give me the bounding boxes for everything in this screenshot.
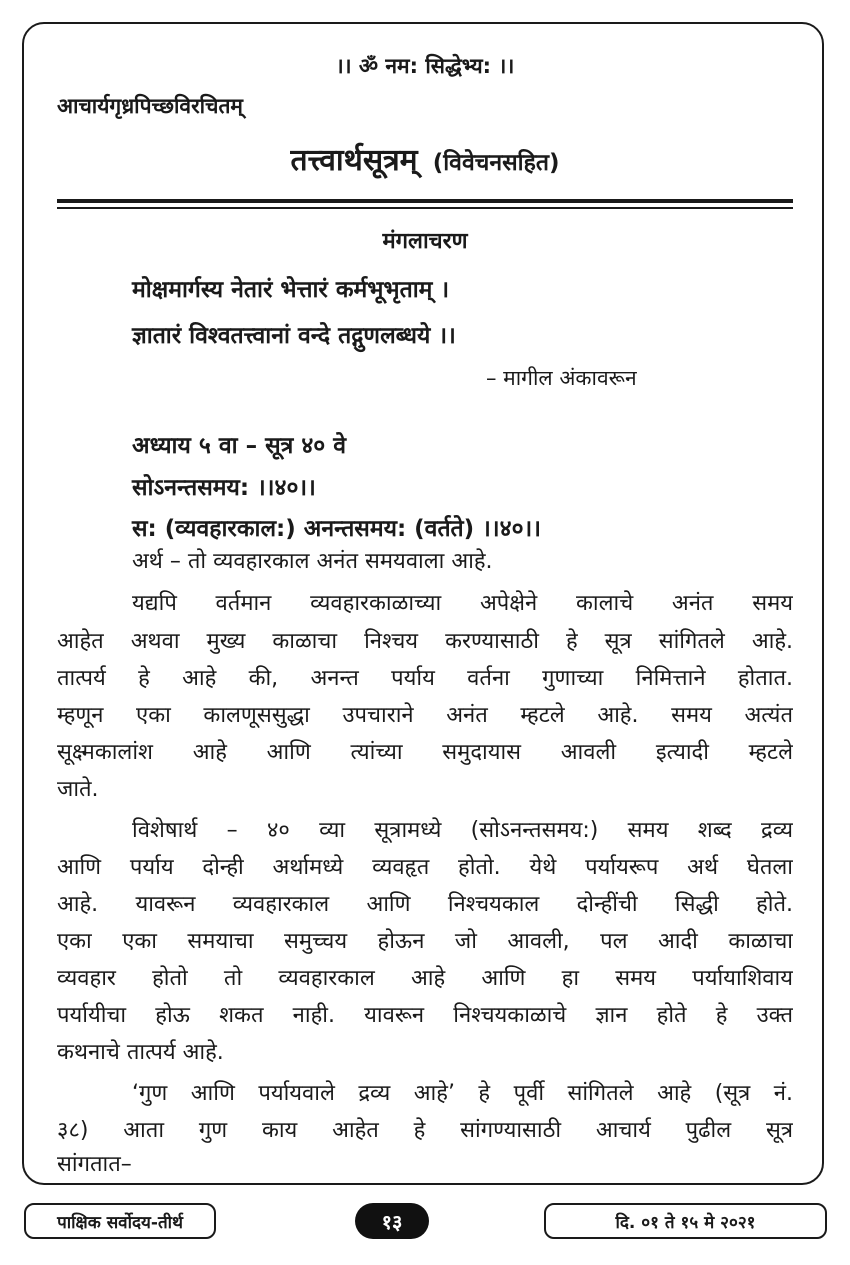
body-line: व्यवहार होतो तो व्यवहारकाल आहे आणि हा समय पर्यायाशिवाय	[57, 966, 793, 991]
body-line: अर्थ – तो व्यवहारकाल अनंत समयवाला आहे.	[132, 549, 493, 574]
body-line: यद्यपि वर्तमान व्यवहारकाळाच्या अपेक्षेने कालाचे अनंत समय	[132, 591, 793, 616]
body-line: पर्यायीचा होऊ शकत नाही. यावरून निश्चयकाळाचे ज्ञान होते हे उक्त	[57, 1003, 793, 1028]
body-line: आणि पर्याय दोन्ही अर्थामध्ये व्यवहृत होतो. येथे पर्यायरूप अर्थ घेतला	[57, 855, 793, 880]
page-title: तत्त्वार्थसूत्रम्	[290, 143, 418, 178]
page-number: १३	[355, 1203, 429, 1239]
sutra-text: सोऽनन्तसमय: ।।४०।।	[132, 475, 316, 501]
body-line: कथनाचे तात्पर्य आहे.	[57, 1040, 224, 1065]
body-line: सूक्ष्मकालांश आहे आणि त्यांच्या समुदायास आवली इत्यादी म्हटले	[57, 740, 793, 765]
title-row	[0, 138, 850, 179]
invocation: ।। ॐ नम: सिद्धेभ्य: ।।	[335, 54, 515, 78]
divider-thin	[57, 207, 793, 209]
issue-date: दि. ०१ ते १५ मे २०२१	[544, 1203, 827, 1239]
body-line: सांगतात–	[57, 1152, 132, 1177]
publication-name: पाक्षिक सर्वोदय-तीर्थ	[24, 1203, 216, 1239]
body-line: ‘गुण आणि पर्यायवाले द्रव्य आहे’ हे पूर्वी सांगितले आहे (सूत्र नं.	[132, 1081, 793, 1106]
body-line: एका एका समयाचा समुच्चय होऊन जो आवली, पल आदी काळाचा	[57, 929, 793, 954]
body-line: तात्पर्य हे आहे की, अनन्त पर्याय वर्तना गुणाच्या निमित्ताने होतात.	[57, 666, 793, 691]
verse-line-2: ज्ञातारं विश्वतत्त्वानां वन्दे तद्गुणलब्धये ।।	[132, 323, 456, 349]
divider-thick	[57, 199, 793, 203]
body-line: म्हणून एका कालणूससुद्धा उपचाराने अनंत म्हटले आहे. समय अत्यंत	[57, 703, 793, 728]
section-heading: मंगलाचरण	[382, 229, 468, 254]
author-line: आचार्यगृध्रपिच्छविरचितम्	[57, 94, 243, 118]
body-line: विशेषार्थ – ४० व्या सूत्रामध्ये (सोऽनन्तसमय:) समय शब्द द्रव्य	[132, 818, 793, 843]
sutra-expanded: स: (व्यवहारकाल:) अनन्तसमय: (वर्तते) ।।४०।।	[132, 516, 541, 542]
chapter-heading: अध्याय ५ वा – सूत्र ४० वे	[132, 433, 347, 459]
body-line: आहे. यावरून व्यवहारकाल आणि निश्चयकाल दोन्हींची सिद्धी होते.	[57, 892, 793, 917]
verse-line-1: मोक्षमार्गस्य नेतारं भेत्तारं कर्मभूभृताम् ।	[132, 277, 450, 303]
body-line: जाते.	[57, 777, 99, 802]
body-line: ३८) आता गुण काय आहेत हे सांगण्यासाठी आचार्य पुढील सूत्र	[57, 1118, 793, 1143]
body-line: आहेत अथवा मुख्य काळाचा निश्चय करण्यासाठी हे सूत्र सांगितले आहे.	[57, 629, 793, 654]
attribution: – मागील अंकावरून	[486, 366, 637, 390]
page-subtitle: (विवेचनसहित)	[432, 150, 560, 176]
